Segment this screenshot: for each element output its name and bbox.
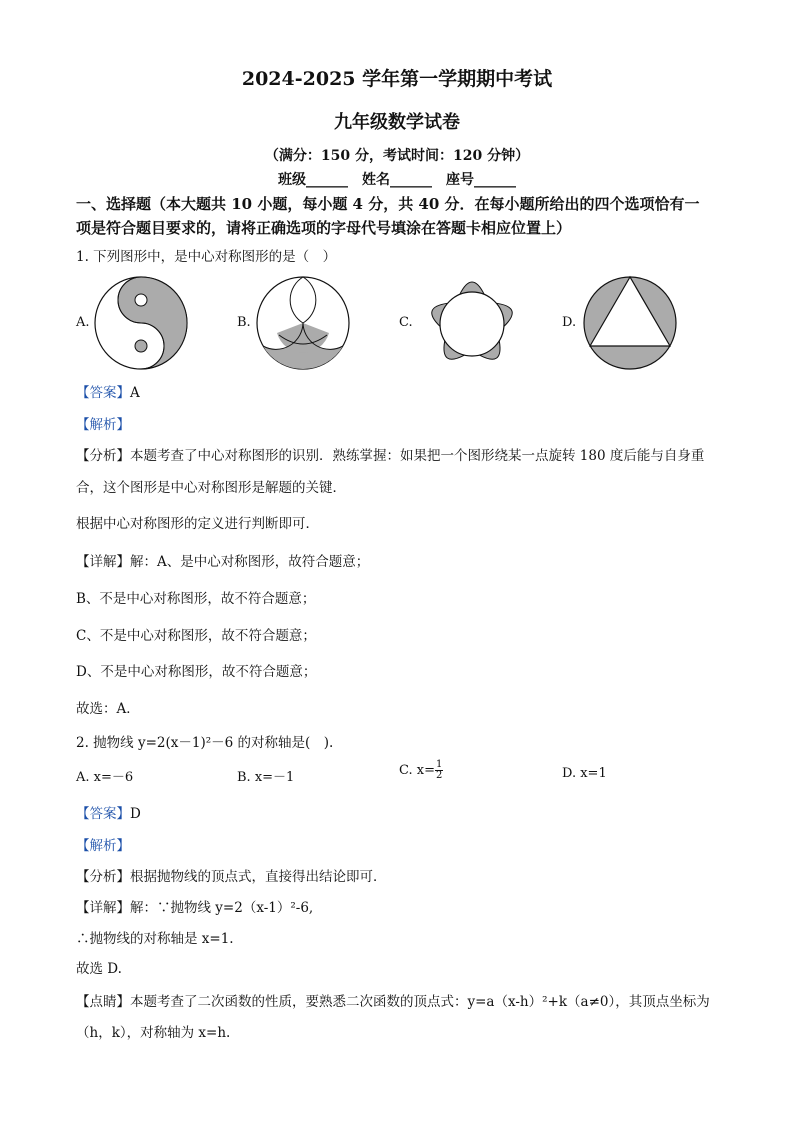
q1-conclusion: 故选：A． (76, 701, 140, 717)
comment-label: 【点睛】 (76, 994, 130, 1010)
exam-title: 2024-2025 学年第一学期期中考试 (241, 68, 553, 90)
section-heading-line1: 一、选择题（本大题共 10 小题，每小题 4 分，共 40 分．在每小题所给出的四个选项恰有一 (76, 195, 700, 213)
q1-analysis-tag: 【解析】 (76, 417, 130, 433)
fraction-numerator: 1 (435, 759, 443, 770)
analysis-label: 【分析】 (76, 869, 130, 885)
q2-analysis-tag: 【解析】 (76, 838, 130, 854)
q2-conclusion: 故选 D. (76, 961, 122, 977)
answer-tag: 【答案】 (76, 385, 130, 401)
q1-answer-value: A (130, 385, 140, 401)
q2-answer (76, 802, 141, 822)
q2-option-d: D. x=1 (562, 766, 607, 781)
q2-comment-2: （h，k），对称轴为 x=h. (76, 1025, 231, 1041)
analysis-label: 【分析】 (76, 448, 130, 464)
q1-option-b-label: B. (237, 315, 251, 330)
q1-option-d-label: D. (562, 315, 577, 330)
q1-question: 1. 下列图形中，是中心对称图形的是（ ） (76, 249, 337, 265)
student-fields: 班级______ 姓名______ 座号______ (278, 172, 516, 188)
q2-option-b: B. x=－1 (237, 770, 295, 785)
q2-detail-1 (76, 896, 313, 916)
q2-detail-2: ∴抛物线的对称轴是 x=1. (76, 931, 234, 947)
q2-analysis-text: 根据抛物线的顶点式，直接得出结论即可． (130, 869, 387, 885)
q1-detail-text-1: 解：A、是中心对称图形，故符合题意； (130, 554, 370, 570)
figure-d-triangle-icon (582, 275, 678, 371)
q1-detail-4: D、不是中心对称图形，故不符合题意； (76, 664, 317, 680)
section-heading-line2: 项是符合题目要求的，请将正确选项的字母代号填涂在答题卡相应位置上） (76, 219, 572, 237)
q2-answer-value: D (130, 806, 141, 822)
q1-detail-1 (76, 550, 369, 570)
fraction (435, 760, 443, 781)
q1-detail-2: B、不是中心对称图形，故不符合题意； (76, 591, 316, 607)
q2-question: 2. 抛物线 y=2(x－1)²－6 的对称轴是( ). (76, 735, 334, 751)
q1-analysis-3: 根据中心对称图形的定义进行判断即可． (76, 516, 319, 532)
detail-label: 【详解】 (76, 900, 130, 916)
q2-detail-text-1: 解：∵抛物线 y=2（x-1）²-6, (130, 900, 314, 916)
figure-b-trefoil-icon (255, 275, 351, 371)
figure-c-petals-icon (420, 272, 524, 376)
figure-a-swirl-icon (93, 275, 189, 371)
paper-subtitle: 九年级数学试卷 (334, 112, 460, 133)
q2-comment-text-1: 本题考查了二次函数的性质，要熟悉二次函数的顶点式：y=a（x-h）²+k（a≠0），其顶点坐标为 (130, 994, 710, 1010)
q1-analysis-2: 合，这个图形是中心对称图形是解题的关键． (76, 480, 346, 496)
q1-answer (76, 381, 140, 401)
q1-analysis-1 (76, 444, 704, 464)
q2-analysis (76, 865, 387, 885)
detail-label: 【详解】 (76, 554, 130, 570)
q1-option-c-label: C. (399, 315, 413, 330)
q2-option-a: A. x=－6 (76, 770, 134, 785)
answer-tag: 【答案】 (76, 806, 130, 822)
exam-meta: （满分：150 分，考试时间：120 分钟） (264, 148, 530, 164)
fraction-denominator: 2 (435, 770, 443, 781)
q1-analysis-text-1: 本题考查了中心对称图形的识别．熟练掌握：如果把一个图形绕某一点旋转 180 度后能与自身重 (130, 448, 705, 464)
q2-option-c-prefix: C. x= (399, 763, 435, 778)
q2-option-c (399, 760, 443, 781)
q1-option-a-label: A. (76, 315, 90, 330)
q1-detail-3: C、不是中心对称图形，故不符合题意； (76, 628, 316, 644)
q2-comment-1 (76, 990, 710, 1010)
